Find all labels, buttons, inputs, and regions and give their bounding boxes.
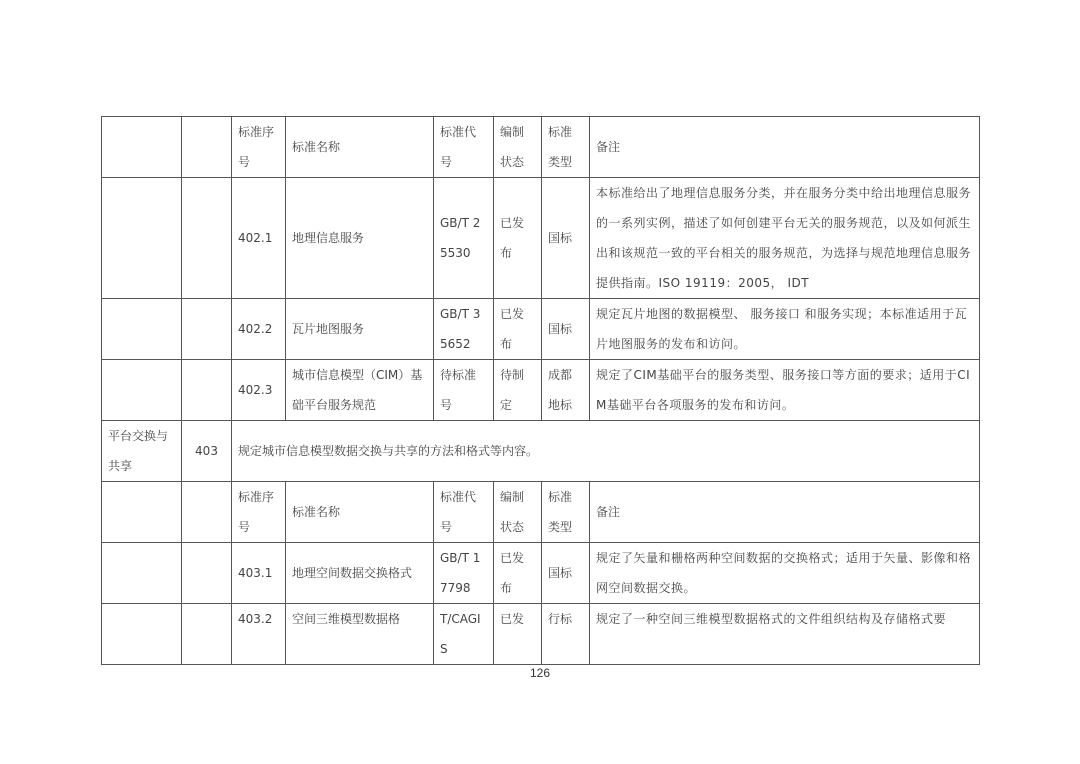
row-status: 已发布 [494,178,542,299]
empty-category-cell [102,117,182,178]
empty-category-cell [102,360,182,421]
row-code: GB/T 25530 [434,178,494,299]
row-name: 瓦片地图服务 [286,299,434,360]
page-number: 126 [529,666,551,680]
row-note: 规定了一种空间三维模型数据格式的文件组织结构及存储格式要 [590,604,980,665]
header-name: 标准名称 [286,482,434,543]
header-status: 编制状态 [494,482,542,543]
table-row [102,604,980,665]
header-code: 标准代号 [434,117,494,178]
empty-category-cell [102,299,182,360]
section-row-403 [102,421,980,482]
section-code: 403 [182,421,232,482]
row-type: 国标 [542,543,590,604]
standards-table [101,116,980,665]
header-code: 标准代号 [434,482,494,543]
empty-code-cell [182,482,232,543]
empty-category-cell [102,178,182,299]
row-note: 规定了矢量和栅格两种空间数据的交换格式；适用于矢量、影像和格网空间数据交换。 [590,543,980,604]
row-code: GB/T 17798 [434,543,494,604]
row-status: 已发布 [494,543,542,604]
row-name: 地理空间数据交换格式 [286,543,434,604]
empty-category-cell [102,543,182,604]
row-status: 已发 [494,604,542,665]
row-seq: 402.1 [232,178,286,299]
table-header-row [102,482,980,543]
section-description: 规定城市信息模型数据交换与共享的方法和格式等内容。 [232,421,980,482]
empty-code-cell [182,604,232,665]
row-code: T/CAGIS [434,604,494,665]
empty-code-cell [182,299,232,360]
row-status: 待制定 [494,360,542,421]
row-note: 本标准给出了地理信息服务分类，并在服务分类中给出地理信息服务的一系列实例，描述了如何创建平台无关的服务规范，以及如何派生出和该规范一致的平台相关的服务规范，为选择与规范地理信息服务提供指南。ISO 19119：2005， IDT [590,178,980,299]
row-code: GB/T 35652 [434,299,494,360]
empty-code-cell [182,178,232,299]
empty-code-cell [182,117,232,178]
row-seq: 403.2 [232,604,286,665]
row-name: 城市信息模型（CIM）基础平台服务规范 [286,360,434,421]
header-seq: 标准序号 [232,482,286,543]
empty-code-cell [182,543,232,604]
row-type: 成都地标 [542,360,590,421]
row-seq: 402.2 [232,299,286,360]
table-header-row [102,117,980,178]
row-type: 行标 [542,604,590,665]
header-type: 标准类型 [542,482,590,543]
row-type: 国标 [542,178,590,299]
header-type: 标准类型 [542,117,590,178]
row-seq: 403.1 [232,543,286,604]
table-row [102,543,980,604]
empty-category-cell [102,604,182,665]
header-name: 标准名称 [286,117,434,178]
row-type: 国标 [542,299,590,360]
header-note: 备注 [590,482,980,543]
header-seq: 标准序号 [232,117,286,178]
header-status: 编制状态 [494,117,542,178]
row-note: 规定了CIM基础平台的服务类型、服务接口等方面的要求；适用于CIM基础平台各项服务的发布和访问。 [590,360,980,421]
row-code: 待标准号 [434,360,494,421]
row-name: 空间三维模型数据格 [286,604,434,665]
section-category: 平台交换与共享 [102,421,182,482]
row-status: 已发布 [494,299,542,360]
empty-category-cell [102,482,182,543]
table-row [102,299,980,360]
row-seq: 402.3 [232,360,286,421]
table-row [102,178,980,299]
empty-code-cell [182,360,232,421]
row-note: 规定瓦片地图的数据模型、 服务接口 和服务实现；本标准适用于瓦片地图服务的发布和访问。 [590,299,980,360]
header-note: 备注 [590,117,980,178]
row-name: 地理信息服务 [286,178,434,299]
table-row [102,360,980,421]
